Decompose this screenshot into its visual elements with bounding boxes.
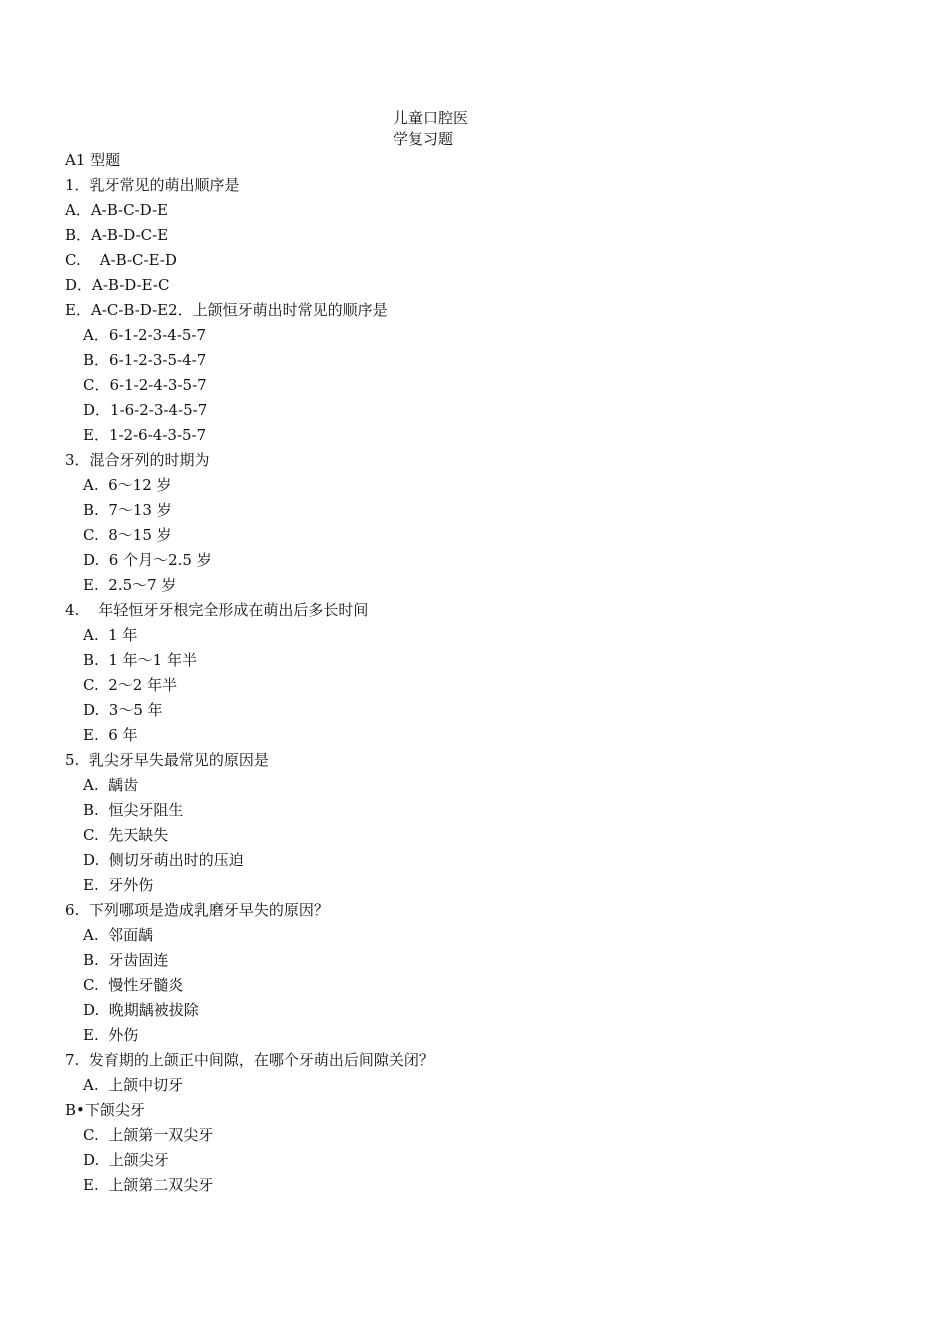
answer-option: E. 牙外伤 — [83, 876, 154, 894]
question-list — [65, 148, 905, 1198]
answer-option: E. 6 年 — [83, 726, 138, 744]
question-lines — [65, 173, 905, 1198]
answer-option: C. 2～2 年半 — [83, 676, 178, 694]
answer-option: A. 龋齿 — [83, 776, 139, 794]
answer-option: D. 侧切牙萌出时的压迫 — [83, 851, 244, 869]
answer-option: B. 1 年～1 年半 — [83, 651, 197, 669]
answer-option: D. 6 个月～2.5 岁 — [83, 551, 212, 569]
answer-option: A. 1 年 — [83, 626, 138, 644]
answer-option: E. 外伤 — [83, 1026, 139, 1044]
answer-option: C. 先天缺失 — [83, 826, 169, 844]
question-line: 7. 发育期的上颌正中间隙，在哪个牙萌出后间隙关闭？ — [65, 1051, 434, 1069]
answer-option: B．6-1-2-3-5-4-7 — [83, 351, 207, 369]
answer-option: A．6-1-2-3-4-5-7 — [83, 326, 207, 344]
question-line: B•下颌尖牙 — [65, 1101, 145, 1119]
answer-option: A. 邻面龋 — [83, 926, 154, 944]
question-line: E．A-C-B-D-E2．上颌恒牙萌出时常见的顺序是 — [65, 301, 388, 319]
title-line-2: 学复习题 — [393, 130, 454, 148]
question-line: 3．混合牙列的时期为 — [65, 451, 210, 469]
question-line: C. A-B-C-E-D — [65, 251, 177, 269]
answer-option: D. 上颌尖牙 — [83, 1151, 169, 1169]
answer-option: D. 3～5 年 — [83, 701, 163, 719]
answer-option: E．1-2-6-4-3-5-7 — [83, 426, 207, 444]
answer-option: B. 牙齿固连 — [83, 951, 169, 969]
question-line: D．A-B-D-E-C — [65, 276, 170, 294]
answer-option: E. 2.5～7 岁 — [83, 576, 177, 594]
answer-option: B. 7～13 岁 — [83, 501, 172, 519]
title-line-1: 儿童口腔医 — [393, 109, 469, 127]
answer-option: B. 恒尖牙阻生 — [83, 801, 184, 819]
question-line: B．A-B-D-C-E — [65, 226, 169, 244]
question-line: 6. 下列哪项是造成乳磨牙早失的原因？ — [65, 901, 329, 919]
answer-option: A. 6～12 岁 — [83, 476, 172, 494]
answer-option: C．6-1-2-4-3-5-7 — [83, 376, 207, 394]
question-line: 4. 年轻恒牙牙根完全形成在萌出后多长时间 — [65, 601, 369, 619]
answer-option: D. 晚期龋被拔除 — [83, 1001, 199, 1019]
question-line: 1．乳牙常见的萌出顺序是 — [65, 176, 240, 194]
answer-option: D．1-6-2-3-4-5-7 — [83, 401, 208, 419]
document-title — [393, 108, 493, 150]
question-line: 5. 乳尖牙早失最常见的原因是 — [65, 751, 269, 769]
answer-option: A. 上颌中切牙 — [83, 1076, 184, 1094]
section-label: A1 型题 — [65, 151, 121, 169]
answer-option: E. 上颌第二双尖牙 — [83, 1176, 214, 1194]
question-line: A．A-B-C-D-E — [65, 201, 168, 219]
answer-option: C. 慢性牙髓炎 — [83, 976, 184, 994]
answer-option: C. 上颌第一双尖牙 — [83, 1126, 214, 1144]
answer-option: C. 8～15 岁 — [83, 526, 172, 544]
